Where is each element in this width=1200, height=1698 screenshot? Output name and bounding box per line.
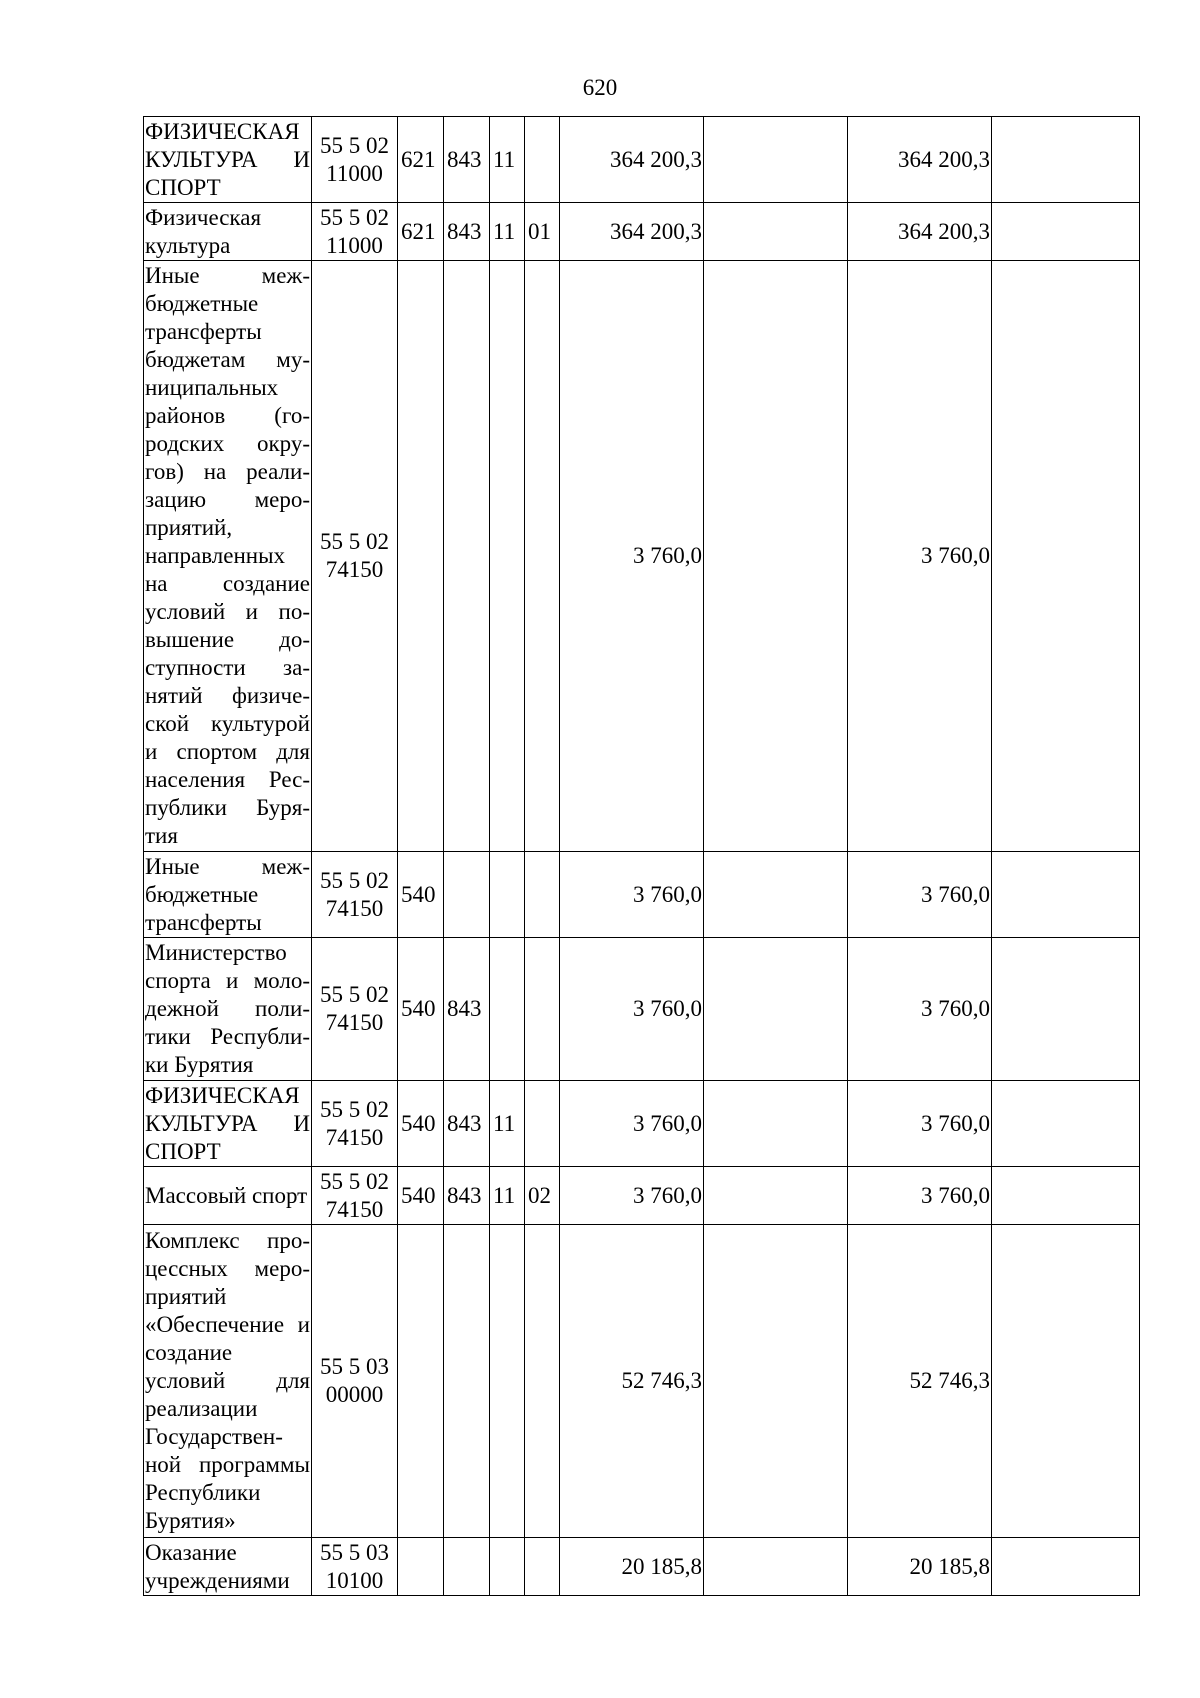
section-code: 11 — [490, 1167, 525, 1225]
expense-type — [398, 1225, 444, 1538]
section-code: 11 — [490, 117, 525, 203]
code-part-1: 55 5 02 — [320, 867, 389, 893]
row-name: Физическая культура — [144, 203, 312, 261]
table-row — [144, 117, 1140, 203]
ministry-code — [444, 1538, 490, 1596]
row-name: Иные межбюджетные трансферты — [144, 852, 312, 938]
amount-total: 3 760,0 — [560, 1081, 704, 1167]
table-row — [144, 1081, 1140, 1167]
table-row — [144, 1538, 1140, 1596]
expense-type: 540 — [398, 1081, 444, 1167]
amount-republic: 52 746,3 — [848, 1225, 992, 1538]
amount-federal — [704, 852, 848, 938]
table-row — [144, 852, 1140, 938]
subsection-code — [525, 1538, 560, 1596]
subsection-code — [525, 938, 560, 1081]
budget-code — [312, 1538, 398, 1596]
amount-total: 3 760,0 — [560, 852, 704, 938]
amount-republic: 3 760,0 — [848, 1167, 992, 1225]
section-code — [490, 261, 525, 852]
ministry-code: 843 — [444, 938, 490, 1081]
expense-type: 540 — [398, 1167, 444, 1225]
code-part-2: 74150 — [325, 1010, 384, 1035]
amount-republic: 3 760,0 — [848, 852, 992, 938]
ministry-code: 843 — [444, 117, 490, 203]
budget-code — [312, 938, 398, 1081]
budget-code — [312, 261, 398, 852]
code-part-1: 55 5 02 — [320, 132, 389, 158]
amount-federal — [704, 938, 848, 1081]
table-row — [144, 261, 1140, 852]
budget-code — [312, 852, 398, 938]
expense-type: 540 — [398, 852, 444, 938]
expense-type: 621 — [398, 203, 444, 261]
budget-code — [312, 117, 398, 203]
code-part-1: 55 5 02 — [320, 982, 389, 1007]
amount-other — [992, 1538, 1140, 1596]
amount-federal — [704, 261, 848, 852]
subsection-code — [525, 117, 560, 203]
table-row — [144, 938, 1140, 1081]
ministry-code: 843 — [444, 1167, 490, 1225]
amount-other — [992, 1081, 1140, 1167]
amount-other — [992, 852, 1140, 938]
amount-republic: 3 760,0 — [848, 1081, 992, 1167]
budget-code — [312, 203, 398, 261]
row-name: Иные межбюджетные трансферты бюджетам муниципальных районов (городских округов) на реализацию мероприятий, направленных на создание условий и повышение доступности занятий физической культурой и спортом для населения Республики Бурятия — [144, 261, 312, 852]
amount-republic: 20 185,8 — [848, 1538, 992, 1596]
ministry-code — [444, 261, 490, 852]
section-code: 11 — [490, 1081, 525, 1167]
row-name: Комплекс процессных мероприятий «Обеспечение и создание условий для реализации Государственной программы Республики Бурятия» — [144, 1225, 312, 1538]
section-code — [490, 852, 525, 938]
table-row — [144, 203, 1140, 261]
code-part-2: 74150 — [325, 895, 384, 921]
amount-republic: 364 200,3 — [848, 203, 992, 261]
amount-other — [992, 203, 1140, 261]
amount-total: 364 200,3 — [560, 117, 704, 203]
amount-federal — [704, 1167, 848, 1225]
amount-republic: 3 760,0 — [848, 938, 992, 1081]
section-code — [490, 1538, 525, 1596]
code-part-1: 55 5 03 — [320, 1354, 389, 1379]
amount-total: 3 760,0 — [560, 261, 704, 852]
section-code: 11 — [490, 203, 525, 261]
amount-republic: 3 760,0 — [848, 261, 992, 852]
code-part-1: 55 5 02 — [320, 204, 389, 230]
amount-total: 3 760,0 — [560, 1167, 704, 1225]
amount-other — [992, 938, 1140, 1081]
budget-code — [312, 1167, 398, 1225]
code-part-2: 00000 — [325, 1382, 384, 1407]
subsection-code — [525, 1225, 560, 1538]
budget-table — [143, 116, 1140, 1596]
budget-code — [312, 1225, 398, 1538]
expense-type: 621 — [398, 117, 444, 203]
subsection-code — [525, 852, 560, 938]
row-name: Министерство спорта и молодежной политики Республики Бурятия — [144, 938, 312, 1081]
code-part-1: 55 5 02 — [320, 1168, 389, 1194]
code-part-2: 74150 — [325, 1196, 384, 1222]
ministry-code: 843 — [444, 203, 490, 261]
expense-type — [398, 261, 444, 852]
section-code — [490, 938, 525, 1081]
code-part-2: 74150 — [325, 557, 384, 582]
row-name: ФИЗИЧЕСКАЯ КУЛЬТУРА И СПОРТ — [144, 1081, 312, 1167]
amount-federal — [704, 203, 848, 261]
amount-other — [992, 117, 1140, 203]
row-name: ФИЗИЧЕСКАЯ КУЛЬТУРА И СПОРТ — [144, 117, 312, 203]
section-code — [490, 1225, 525, 1538]
amount-other — [992, 1167, 1140, 1225]
subsection-code — [525, 1081, 560, 1167]
amount-federal — [704, 1081, 848, 1167]
budget-code — [312, 1081, 398, 1167]
code-part-1: 55 5 02 — [320, 1096, 389, 1122]
code-part-2: 10100 — [325, 1567, 384, 1593]
subsection-code — [525, 261, 560, 852]
amount-total: 52 746,3 — [560, 1225, 704, 1538]
ministry-code: 843 — [444, 1081, 490, 1167]
amount-federal — [704, 117, 848, 203]
page-number: 620 — [582, 75, 618, 100]
ministry-code — [444, 852, 490, 938]
ministry-code — [444, 1225, 490, 1538]
code-part-1: 55 5 02 — [320, 529, 389, 554]
subsection-code: 02 — [525, 1167, 560, 1225]
amount-total: 20 185,8 — [560, 1538, 704, 1596]
expense-type: 540 — [398, 938, 444, 1081]
code-part-1: 55 5 03 — [320, 1539, 389, 1565]
amount-total: 364 200,3 — [560, 203, 704, 261]
amount-republic: 364 200,3 — [848, 117, 992, 203]
table-row — [144, 1225, 1140, 1538]
amount-other — [992, 1225, 1140, 1538]
subsection-code: 01 — [525, 203, 560, 261]
amount-federal — [704, 1225, 848, 1538]
code-part-2: 11000 — [326, 232, 383, 258]
amount-federal — [704, 1538, 848, 1596]
code-part-2: 74150 — [325, 1124, 384, 1150]
row-name: Оказание учреждениями — [144, 1538, 312, 1596]
table-row — [144, 1167, 1140, 1225]
code-part-2: 11000 — [326, 160, 383, 186]
expense-type — [398, 1538, 444, 1596]
amount-total: 3 760,0 — [560, 938, 704, 1081]
amount-other — [992, 261, 1140, 852]
row-name: Массовый спорт — [144, 1167, 312, 1225]
